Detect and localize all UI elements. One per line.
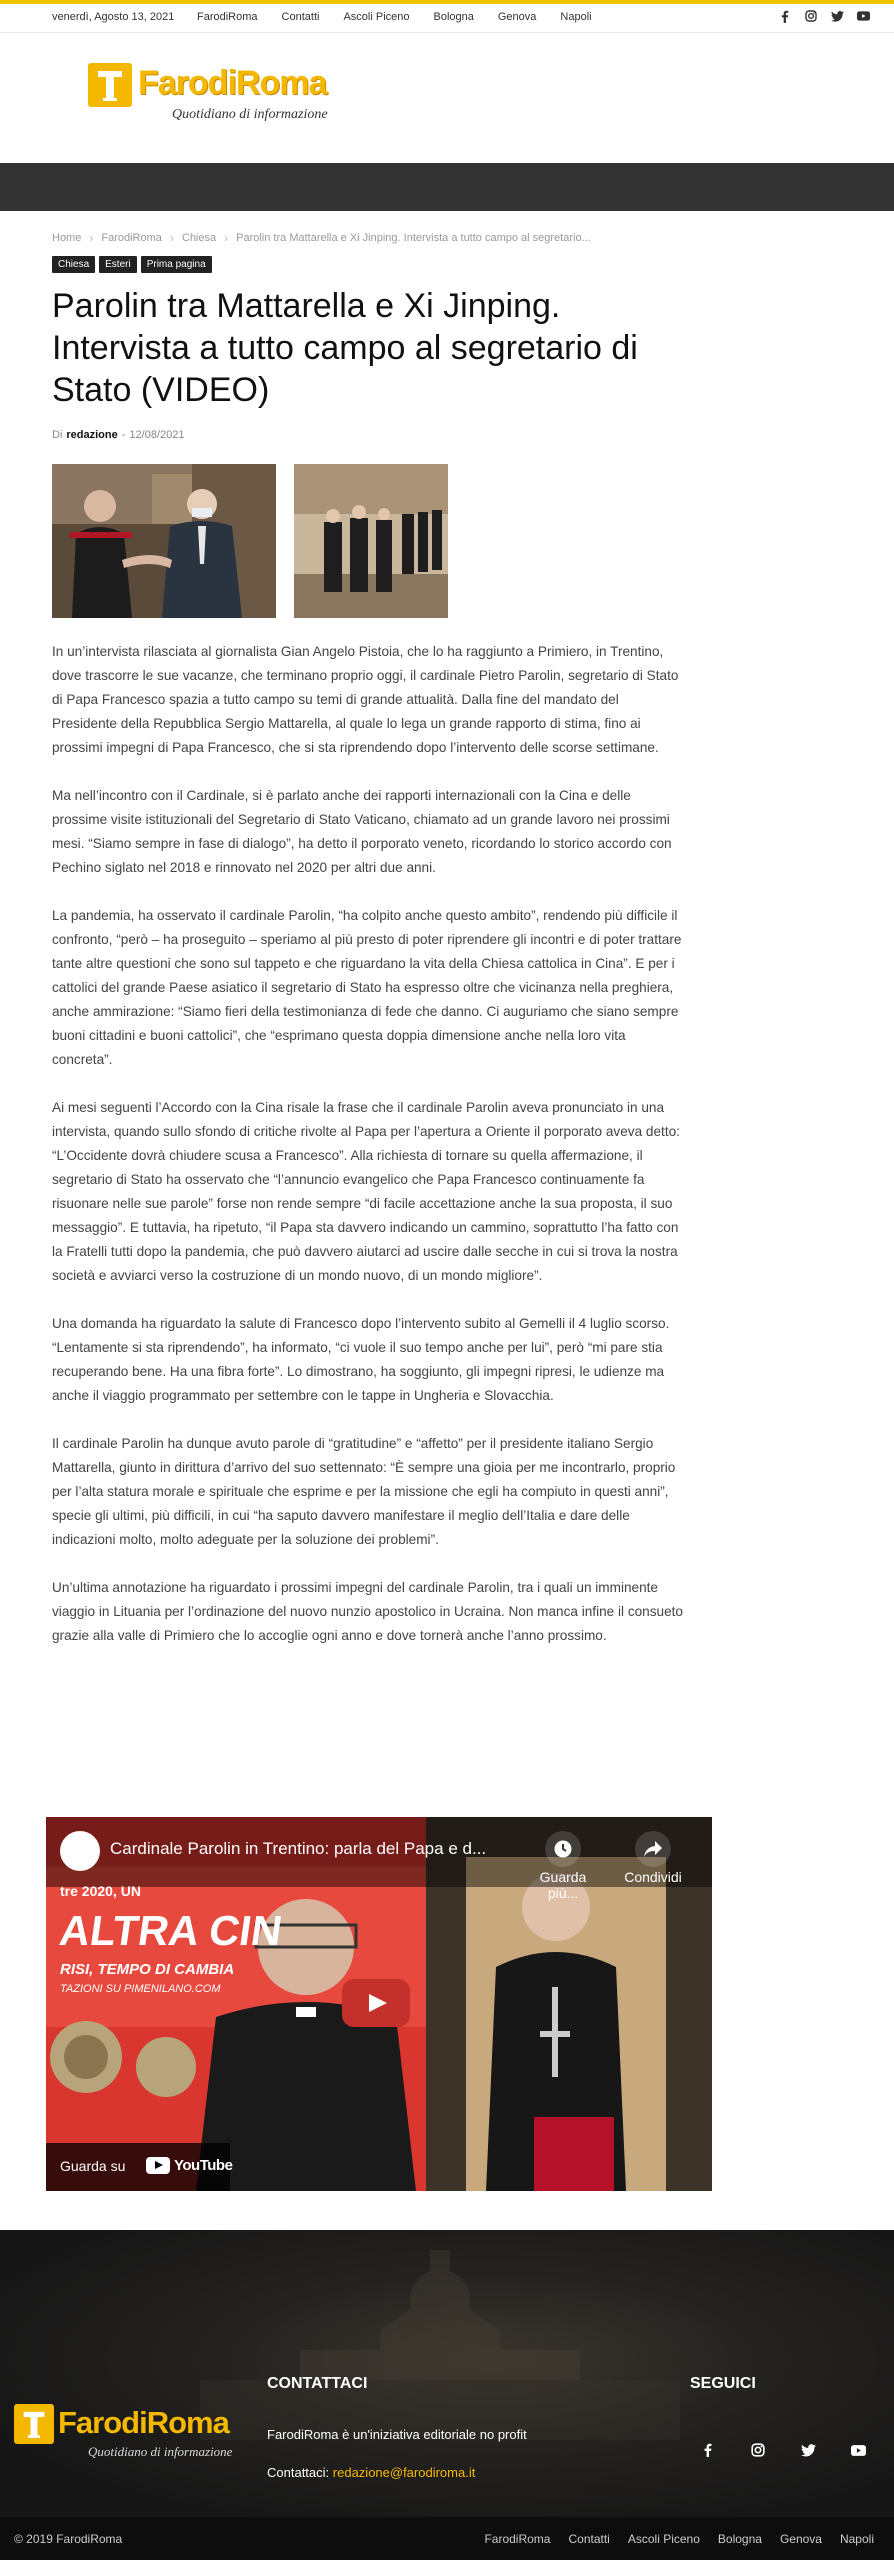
share-button[interactable] [618,1831,688,1885]
breadcrumb-chiesa[interactable]: Chiesa [181,232,217,244]
chevron-right-icon: › [224,231,229,245]
breadcrumb-farodiroma[interactable]: FarodiRoma [101,232,162,244]
contact-label: Contattaci: [267,2465,330,2480]
watch-on-youtube-button[interactable] [46,2143,233,2191]
instagram-icon[interactable] [804,9,818,23]
top-bar [0,0,894,33]
clock-icon [545,1831,581,1867]
article-meta [52,429,184,441]
lighthouse-icon [88,63,132,107]
watch-on-label: Guarda su [60,2158,126,2174]
channel-logo[interactable] [60,1831,100,1871]
meta-separator: - [121,429,126,441]
paragraph: Un’ultima annotazione ha riguardato i prossimi impegni del cardinale Parolin, tra i quali un imminente viaggio in Lituania per l’ordinazione del nuovo nunzio apostolico in Ucraina. Non manca infine il consueto grazie alla valle di Primiero che lo accoglie ogni anno e dove tornerà anche l’anno prossimo. [52,1580,683,1643]
watch-later-button[interactable] [528,1831,598,1901]
breadcrumb-home[interactable]: Home [52,232,82,244]
footer-logo[interactable] [14,2402,234,2472]
paragraph: Ma nell’incontro con il Cardinale, si è parlato anche dei rapporti internazionali con la Cina e delle prossime visite istituzionali del Segretario di Stato Vaticano, chiamato ad un grande lavoro nei prossimi mesi. “Siamo sempre in fase di dialogo”, ha detto il porporato veneto, ricordando lo storico accordo con Pechino siglato nel 2018 e rinnovato nel 2020 per altri due anni. [52,788,672,875]
footer-logo-name: FarodiRoma [58,2405,229,2440]
current-date: venerdì, Agosto 13, 2021 [52,11,175,23]
email-link[interactable]: redazione@farodiroma.it [332,2465,476,2480]
footer-about: FarodiRoma è un'iniziativa editoriale no profit [267,2427,527,2442]
twitter-icon[interactable] [830,9,844,23]
footer-link-ascoli-piceno[interactable]: Ascoli Piceno [627,2532,700,2546]
category-esteri[interactable]: Esteri [99,256,137,273]
sub-footer [0,2517,894,2560]
share-icon [635,1831,671,1867]
play-button[interactable] [342,1979,410,2027]
paragraph: In un’intervista rilasciata al giornalista Gian Angelo Pistoia, che lo ha raggiunto a Primiero, in Trentino, dove trascorre le sue vacanze, che terminano proprio oggi, il cardinale Pietro Parolin, segretario di Stato di Papa Francesco spazia a tutto campo su temi di grande attualità. Dalla fine del mandato del Presidente della Repubblica Sergio Mattarella, al quale lo lega un grande rapporto di stima, fino ai prossimi impegni di Papa Francesco, che si sta riprendendo dopo l’intervento delle scorse settimane. [52,644,679,755]
paragraph: La pandemia, ha osservato il cardinale Parolin, “ha colpito anche questo ambito”, rendendo più difficile il confronto, “però – ha proseguito – speriamo al più presto di poter riprendere gli incontri e di poter trattare tante altre questioni che sono sul tappeto e che riguardano la vita della Chiesa cattolica in Cina”. E per i cattolici del grande Paese asiatico il segretario di Stato ha espresso oltre che vicinanza nella preghiera, anche ammirazione: “Siamo fieri della testimonianza di fede che danno. Ci auguriamo che siano sempre buoni cittadini e buoni cattolici”, che “esprimano questa doppia dimensione anche nella loro vita concreta”. [52,908,682,1067]
top-link-bologna[interactable]: Bologna [433,11,474,23]
top-social-icons [778,9,870,23]
footer-social-icons [690,2432,876,2468]
footer-link-farodiroma[interactable]: FarodiRoma [484,2532,551,2546]
footer-link-napoli[interactable]: Napoli [839,2532,874,2546]
logo-tagline: Quotidiano di informazione [172,107,328,122]
contacts-heading: CONTATTACI [267,2375,368,2392]
top-link-napoli[interactable]: Napoli [560,11,592,23]
main-navigation-bar [0,163,894,211]
chevron-right-icon: › [169,231,174,245]
banner-year: tre 2020, UN [60,1883,141,1899]
facebook-icon[interactable] [690,2432,726,2468]
paragraph: Ai mesi seguenti l’Accordo con la Cina risale la frase che il cardinale Parolin aveva pronunciato in una intervista, quando sullo sfondo di critiche rivolte al Papa per l’apertura a Oriente il porporato aveva detto: “L’Occidente dovrà chiudere scusa a Francesco”. Alla richiesta di tornare su quella affermazione, il segretario di Stato ha osservato che “l’annuncio evangelico che Papa Francesco continuamente fa risuonare nelle sue parole” forse non rende sempre “di facile accettazione anche la sua proposta, il suo messaggio”. E tuttavia, ha ripetuto, “il Papa sta davvero indicando un cammino, soprattutto l’ha fatto con la Fratelli tutti dopo la pandemia, che può davvero aiutarci ad uscire dalle secche in cui si trova la nostra società e avviarci verso la costruzione di un mondo nuovo, di un mondo migliore”. [52,1100,680,1283]
top-menu [197,11,592,23]
footer-link-contatti[interactable]: Contatti [568,2532,610,2546]
site-footer [0,2230,894,2517]
watch-later-label: Guarda più... [539,1869,587,1901]
video-title[interactable]: Cardinale Parolin in Trentino: parla del Papa e d... [110,1839,487,1858]
banner-text: ALTRA CIN [56,1907,286,1954]
category-tags [52,256,212,273]
paragraph: Il cardinale Parolin ha dunque avuto parole di “gratitudine” e “affetto” per il presidente italiano Sergio Mattarella, giunto in dirittura d’arrivo del suo settennato: “È sempre una gioia per me incontrarlo, proprio per l’alta statura morale e spirituale che esprime e per la missione che egli ha compiuto in questi anni”, specie gli ultimi, più difficili, in cui “ha saputo davvero manifestare il meglio dell’Italia e dare delle indicazioni molto, molto adeguate per la soluzione dei problemi”. [52,1436,676,1547]
article-title: Parolin tra Mattarella e Xi Jinping. Intervista a tutto campo al segretario di Stato (VIDEO) [52,287,638,409]
footer-link-bologna[interactable]: Bologna [717,2532,762,2546]
footer-logo-tagline: Quotidiano di informazione [88,2444,233,2459]
lighthouse-icon [14,2404,54,2444]
footer-menu [484,2532,874,2546]
top-link-genova[interactable]: Genova [497,11,537,23]
breadcrumb-current: Parolin tra Mattarella e Xi Jinping. Intervista a tutto campo al segretario... [236,232,591,244]
facebook-icon[interactable] [778,9,792,23]
youtube-icon[interactable] [840,2432,876,2468]
publish-date: 12/08/2021 [129,429,185,441]
youtube-play-icon [146,2157,170,2174]
twitter-icon[interactable] [790,2432,826,2468]
top-link-farodiroma[interactable]: FarodiRoma [197,11,258,23]
author-link[interactable]: redazione [66,429,118,441]
youtube-logo [146,2157,232,2174]
paragraph: Una domanda ha riguardato la salute di Francesco dopo l’intervento subito al Gemelli il 4 luglio scorso. “Lentamente si sta riprendendo”, ha informato, “ci vuole il suo tempo anche per lui”, però “mi pare stia recuperando bene. Ha una fibra forte”. Lo dimostrano, ha soggiunto, gli impegni ripresi, le udienze ma anche il viaggio programmato per settembre con le tappe in Ungheria e Slovacchia. [52,1316,670,1403]
share-label: Condividi [624,1869,682,1885]
site-header [0,33,894,163]
site-logo[interactable] [88,60,328,132]
youtube-wordmark: YouTube [174,2157,233,2174]
category-prima-pagina[interactable]: Prima pagina [141,256,212,273]
youtube-icon[interactable] [856,9,870,23]
chevron-right-icon: › [89,231,94,245]
byline-prefix: Di [52,429,63,441]
instagram-icon[interactable] [740,2432,776,2468]
article-photo-parolin-mattarella[interactable] [52,464,276,618]
category-chiesa[interactable]: Chiesa [52,256,95,273]
article-body [52,640,686,1672]
breadcrumb [52,231,591,245]
logo-name: FarodiRoma [138,64,327,102]
banner-subtitle: RISI, TEMPO DI CAMBIA [60,1961,235,1978]
follow-heading: SEGUICI [690,2375,756,2392]
footer-link-genova[interactable]: Genova [779,2532,822,2546]
top-link-ascoli-piceno[interactable]: Ascoli Piceno [343,11,410,23]
article-photo-xi-jinping[interactable] [294,464,448,618]
footer-contact-line [267,2465,475,2480]
top-link-contatti[interactable]: Contatti [281,11,320,23]
youtube-video-embed[interactable] [46,1817,712,2191]
copyright: © 2019 FarodiRoma [14,2532,123,2546]
banner-subtitle-2: TAZIONI SU PIMENILANO.COM [60,1983,221,1995]
